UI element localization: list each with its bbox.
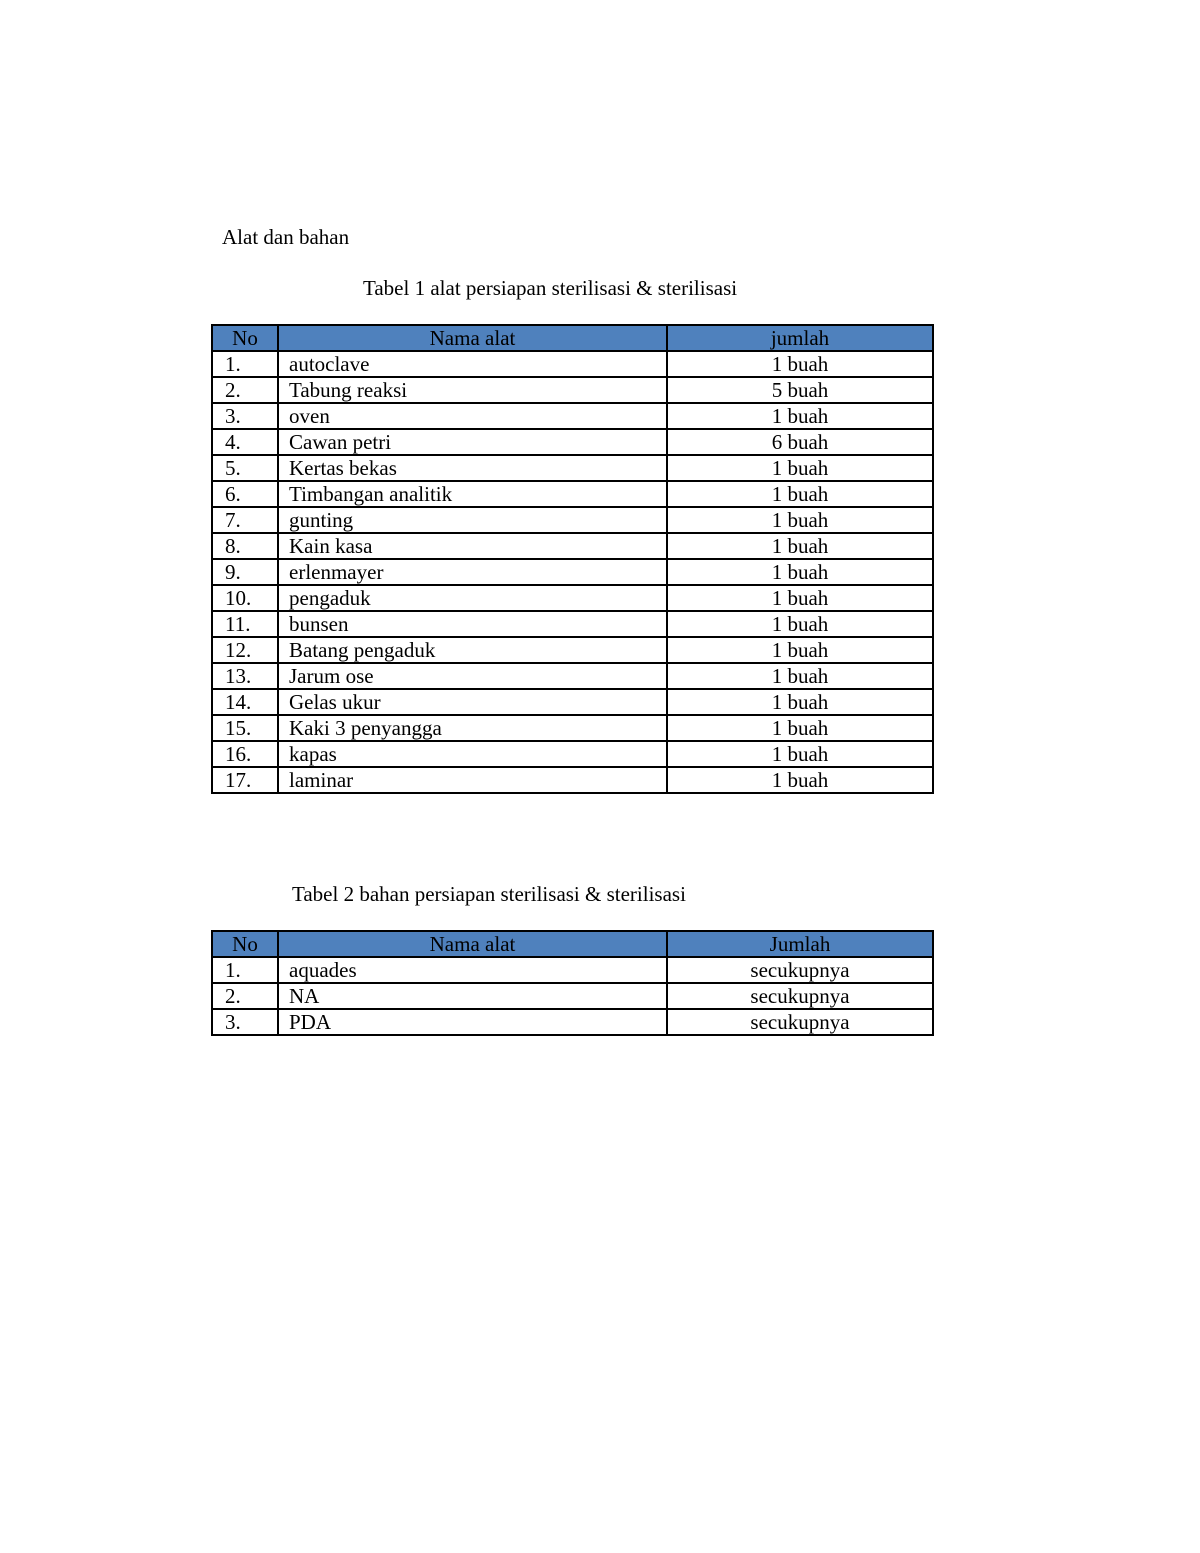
cell-quantity: 1 buah xyxy=(667,741,933,767)
cell-quantity: 1 buah xyxy=(667,767,933,793)
table-row xyxy=(212,429,933,455)
cell-name: Kaki 3 penyangga xyxy=(278,715,667,741)
cell-no: 14. xyxy=(212,689,278,715)
section-heading: Alat dan bahan xyxy=(222,225,350,249)
cell-name: NA xyxy=(278,983,667,1009)
cell-no: 16. xyxy=(212,741,278,767)
column-header-quantity: Jumlah xyxy=(667,931,933,957)
cell-name: bunsen xyxy=(278,611,667,637)
cell-no: 2. xyxy=(212,983,278,1009)
cell-quantity: secukupnya xyxy=(667,983,933,1009)
column-header-name: Nama alat xyxy=(278,325,667,351)
cell-no: 1. xyxy=(212,351,278,377)
table-header-row xyxy=(212,931,933,957)
table-row xyxy=(212,533,933,559)
cell-quantity: 1 buah xyxy=(667,689,933,715)
cell-name: Timbangan analitik xyxy=(278,481,667,507)
cell-quantity: 1 buah xyxy=(667,663,933,689)
cell-name: kapas xyxy=(278,741,667,767)
table-row xyxy=(212,1009,933,1035)
table-row xyxy=(212,481,933,507)
cell-no: 1. xyxy=(212,957,278,983)
cell-no: 13. xyxy=(212,663,278,689)
tools-table xyxy=(211,324,934,794)
column-header-no: No xyxy=(212,325,278,351)
cell-quantity: 1 buah xyxy=(667,455,933,481)
cell-no: 4. xyxy=(212,429,278,455)
cell-quantity: 1 buah xyxy=(667,715,933,741)
table-row xyxy=(212,507,933,533)
table-row xyxy=(212,715,933,741)
cell-name: laminar xyxy=(278,767,667,793)
table-row xyxy=(212,585,933,611)
cell-name: aquades xyxy=(278,957,667,983)
cell-no: 10. xyxy=(212,585,278,611)
cell-quantity: 1 buah xyxy=(667,559,933,585)
column-header-no: No xyxy=(212,931,278,957)
cell-no: 3. xyxy=(212,1009,278,1035)
cell-name: Cawan petri xyxy=(278,429,667,455)
table-row xyxy=(212,351,933,377)
table-2-caption: Tabel 2 bahan persiapan sterilisasi & sterilisasi xyxy=(292,882,686,906)
cell-quantity: secukupnya xyxy=(667,957,933,983)
cell-quantity: 1 buah xyxy=(667,403,933,429)
cell-no: 2. xyxy=(212,377,278,403)
cell-no: 12. xyxy=(212,637,278,663)
cell-quantity: 1 buah xyxy=(667,481,933,507)
cell-no: 17. xyxy=(212,767,278,793)
cell-quantity: 1 buah xyxy=(667,351,933,377)
table-row xyxy=(212,663,933,689)
cell-name: pengaduk xyxy=(278,585,667,611)
cell-no: 7. xyxy=(212,507,278,533)
cell-name: autoclave xyxy=(278,351,667,377)
cell-name: erlenmayer xyxy=(278,559,667,585)
table-row xyxy=(212,637,933,663)
table-row xyxy=(212,377,933,403)
cell-quantity: secukupnya xyxy=(667,1009,933,1035)
table-row xyxy=(212,767,933,793)
cell-name: Gelas ukur xyxy=(278,689,667,715)
table-row xyxy=(212,983,933,1009)
cell-name: oven xyxy=(278,403,667,429)
cell-name: Batang pengaduk xyxy=(278,637,667,663)
table-row xyxy=(212,957,933,983)
table-row xyxy=(212,741,933,767)
cell-no: 8. xyxy=(212,533,278,559)
table-header-row xyxy=(212,325,933,351)
cell-no: 9. xyxy=(212,559,278,585)
cell-name: Jarum ose xyxy=(278,663,667,689)
cell-name: PDA xyxy=(278,1009,667,1035)
cell-quantity: 1 buah xyxy=(667,585,933,611)
cell-quantity: 1 buah xyxy=(667,507,933,533)
cell-no: 15. xyxy=(212,715,278,741)
cell-no: 6. xyxy=(212,481,278,507)
cell-quantity: 6 buah xyxy=(667,429,933,455)
cell-quantity: 1 buah xyxy=(667,533,933,559)
cell-name: Kertas bekas xyxy=(278,455,667,481)
table-row xyxy=(212,403,933,429)
materials-table xyxy=(211,930,934,1036)
cell-quantity: 5 buah xyxy=(667,377,933,403)
cell-name: Tabung reaksi xyxy=(278,377,667,403)
column-header-name: Nama alat xyxy=(278,931,667,957)
cell-name: gunting xyxy=(278,507,667,533)
cell-no: 11. xyxy=(212,611,278,637)
table-row xyxy=(212,689,933,715)
table-1-caption: Tabel 1 alat persiapan sterilisasi & sterilisasi xyxy=(363,276,738,300)
cell-no: 3. xyxy=(212,403,278,429)
cell-quantity: 1 buah xyxy=(667,637,933,663)
table-row xyxy=(212,455,933,481)
column-header-quantity: jumlah xyxy=(667,325,933,351)
table-row xyxy=(212,611,933,637)
cell-name: Kain kasa xyxy=(278,533,667,559)
cell-quantity: 1 buah xyxy=(667,611,933,637)
table-row xyxy=(212,559,933,585)
cell-no: 5. xyxy=(212,455,278,481)
